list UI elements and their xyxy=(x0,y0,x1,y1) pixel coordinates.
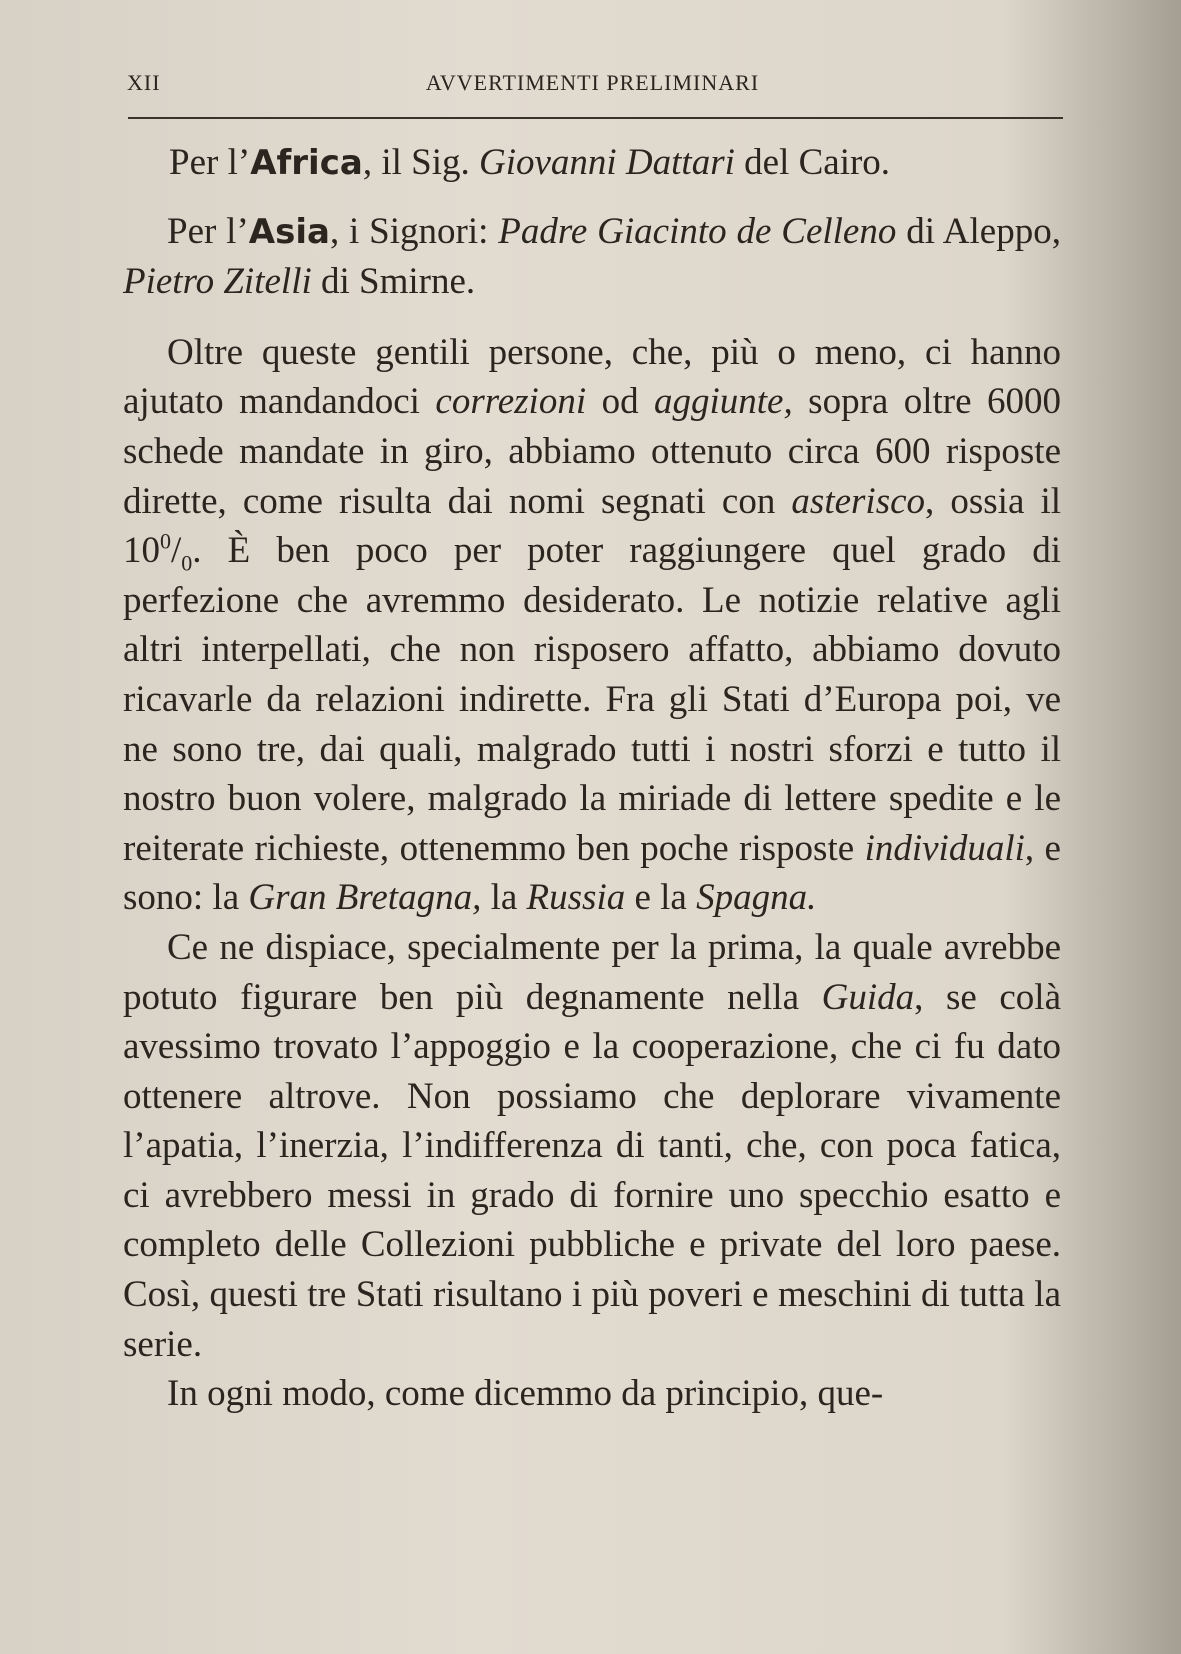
header-rule xyxy=(128,117,1063,119)
region-africa: Africa xyxy=(250,143,363,183)
region-asia: Asia xyxy=(248,211,330,252)
paragraph-africa: Per l’Africa, il Sig. Giovanni Dattari del Cairo. xyxy=(169,142,891,183)
page-number: XII xyxy=(127,70,161,95)
name-zitelli: Pietro Zitelli xyxy=(123,261,312,303)
page-header xyxy=(125,66,1060,102)
name-dattari: Giovanni Dattari xyxy=(478,142,735,183)
page-body xyxy=(123,138,1061,1419)
running-title: AVVERTIMENTI PRELIMINARI xyxy=(425,70,760,95)
name-celleno: Padre Giacinto de Celleno xyxy=(498,210,897,252)
paragraph-asia: Per l’Asia, i Signori: Padre Giacinto de Celleno di Aleppo, Pietro Zitelli di Smirne. xyxy=(123,210,1061,303)
percent-sign-top: 0 xyxy=(160,528,171,554)
paragraph-closing: In ogni modo, come dicemmo da principio, que- xyxy=(167,1373,884,1415)
percent-sign-bottom: 0 xyxy=(181,550,193,576)
paragraph-responses: Oltre queste gentili persone, che, più o meno, ci hanno ajutato mandandoci correzioni od aggiunte, sopra oltre 6000 schede mandate in giro, abbiamo ottenuto circa 600 risposte dirette, come risulta dai nomi segnati con asterisco, ossia il $10^0/_0$. È ben poco per poter raggiungere quel grado di perfezione che avremmo desiderato. Le notizie relative agli altri interpellati, che non risposero affatto, abbiamo dovuto ricavarle da relazioni indirette. Fra gli Stati d’Europa poi, ve ne sono tre, dai quali, malgrado tutti i nostri sforzi e tutto il nostro buon volere, malgrado la miriade di lettere spedite e le reiterate richieste, ottenemmo ben poche risposte individuali, e sono: la Gran Bretagna, la Russia e la Spagna. xyxy=(123,331,1062,919)
percent-sign-slash: / xyxy=(171,530,182,572)
paragraph-regret: Ce ne dispiace, specialmente per la prima, la quale avrebbe potuto figurare ben più degnamente nella Guida, se colà avessimo trovato l’appoggio e la cooperazione, che ci fu dato ottenere altrove. Non possiamo che deplorare vivamente l’apatia, l’inerzia, l’indifferenza di tanti, che, con poca fatica, ci avrebbero messi in grado di fornire uno specchio esatto e completo delle Collezioni pubbliche e private del loro paese. Così, questi tre Stati risultano i più poveri e meschini di tutta la serie. xyxy=(123,926,1061,1365)
